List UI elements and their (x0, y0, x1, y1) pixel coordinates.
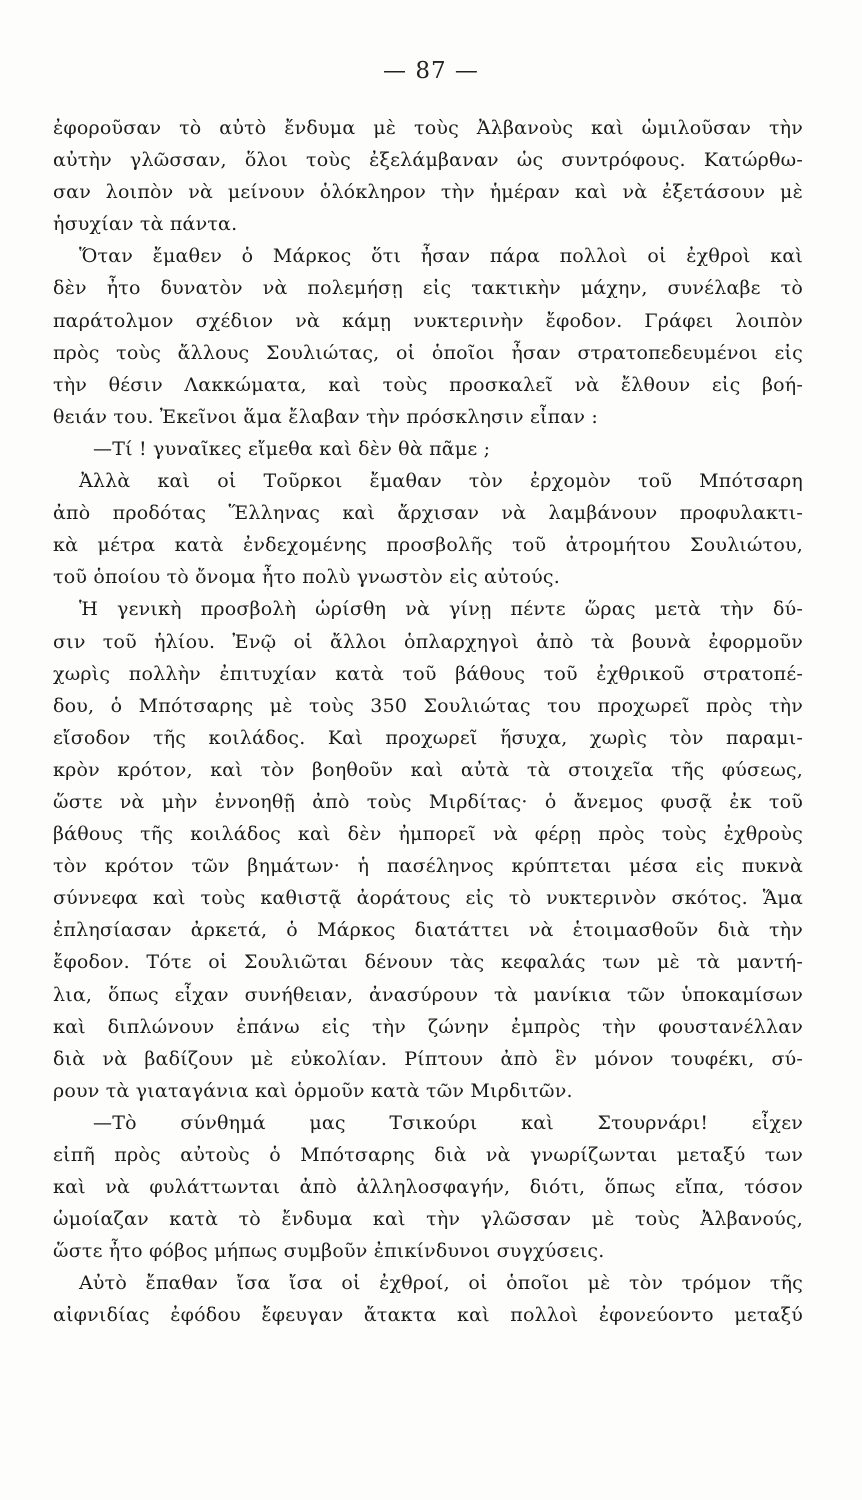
text-line: —Τί ! γυναῖκες εἴμεθα καὶ δὲν θὰ πᾶμε ; (93, 437, 491, 460)
text-line: ἐπλησίασαν ἀρκετά, ὁ Μάρκος διατάττει νὰ ἑτοιμασθοῦν διὰ τὴν (53, 919, 803, 942)
text-line: καὶ διπλώνουν ἐπάνω εἰς τὴν ζώνην ἐμπρὸς τὴν φουστανέλλαν (53, 1015, 803, 1038)
text-line: σιν τοῦ ἡλίου. Ἐνῷ οἱ ἄλλοι ὁπλαρχηγοὶ ἀπὸ τὰ βουνὰ ἐφορμοῦν (53, 630, 803, 653)
text-line: σύννεφα καὶ τοὺς καθιστᾷ ἀοράτους εἰς τὸ νυκτερινὸν σκότος. Ἅμα (53, 887, 803, 910)
text-line: ἐφοροῦσαν τὸ αὐτὸ ἔνδυμα μὲ τοὺς Ἀλβανοὺς καὶ ὡμιλοῦσαν τὴν (53, 117, 803, 139)
text-line: κὰ μέτρα κατὰ ἐνδεχομένης προσβολῆς τοῦ ἀτρομήτου Σουλιώτου, (53, 534, 803, 557)
page-number: — 87 — (383, 58, 479, 84)
text-line: Ἡ γενικὴ προσβολὴ ὡρίσθη νὰ γίνῃ πέντε ὥρας μετὰ τὴν δύ- (79, 598, 803, 621)
text-line: τὸν κρότον τῶν βημάτων· ἡ πασέληνος κρύπτεται μέσα εἰς πυκνὰ (53, 855, 803, 878)
text-line: κρὸν κρότον, καὶ τὸν βοηθοῦν καὶ αὐτὰ τὰ στοιχεῖα τῆς φύσεως, (53, 758, 803, 781)
text-line: χωρὶς πολλὴν ἐπιτυχίαν κατὰ τοῦ βάθους τοῦ ἐχθρικοῦ στρατοπέ- (53, 662, 803, 685)
text-line: εἰπῆ πρὸς αὐτοὺς ὁ Μπότσαρης διὰ νὰ γνωρίζωνται μεταξύ των (53, 1144, 803, 1166)
text-line: ἔφοδον. Τότε οἱ Σουλιῶται δένουν τὰς κεφαλάς των μὲ τὰ μαντή- (53, 951, 803, 974)
text-line: αὐτὴν γλῶσσαν, ὅλοι τοὺς ἐξελάμβαναν ὡς συντρόφους. Κατώρθω- (53, 149, 803, 172)
text-line: ὥστε ἦτο φόβος μήπως συμβοῦν ἐπικίνδυνοι συγχύσεις. (53, 1240, 605, 1263)
text-line: διὰ νὰ βαδίζουν μὲ εὐκολίαν. Ρίπτουν ἀπὸ ἓν μόνον τουφέκι, σύ- (53, 1047, 803, 1070)
text-line: βάθους τῆς κοιλάδος καὶ δὲν ἠμπορεῖ νὰ φέρῃ πρὸς τοὺς ἐχθροὺς (53, 823, 803, 846)
text-line: ὥστε νὰ μὴν ἐννοηθῇ ἀπὸ τοὺς Μιρδίτας· ὁ ἄνεμος φυσᾷ ἐκ τοῦ (53, 790, 803, 813)
text-line: —Τὸ σύνθημά μας Τσικούρι καὶ Στουρνάρι! εἶχεν (93, 1111, 803, 1134)
text-line: ρουν τὰ γιαταγάνια καὶ ὁρμοῦν κατὰ τῶν Μιρδιτῶν. (53, 1079, 573, 1102)
text-line: σαν λοιπὸν νὰ μείνουν ὁλόκληρον τὴν ἡμέραν καὶ νὰ ἐξετάσουν μὲ (53, 181, 803, 204)
text-line: λια, ὅπως εἶχαν συνήθειαν, ἀνασύρουν τὰ μανίκια τῶν ὑποκαμίσων (53, 983, 803, 1006)
text-line: Ἀλλὰ καὶ οἱ Τοῦρκοι ἔμαθαν τὸν ἐρχομὸν τοῦ Μπότσαρη (79, 470, 803, 493)
text-line: δὲν ἦτο δυνατὸν νὰ πολεμήσῃ εἰς τακτικὴν μάχην, συνέλαβε τὸ (53, 277, 803, 300)
text-line: τοῦ ὁποίου τὸ ὄνομα ἦτο πολὺ γνωστὸν εἰς αὐτούς. (53, 566, 560, 589)
text-line: Αὐτὸ ἔπαθαν ἴσα ἴσα οἱ ἐχθροί, οἱ ὁποῖοι μὲ τὸν τρόμον τῆς (79, 1272, 803, 1295)
text-line: ὡμοίαζαν κατὰ τὸ ἔνδυμα καὶ τὴν γλῶσσαν μὲ τοὺς Ἀλβανούς, (53, 1208, 803, 1231)
text-line: καὶ νὰ φυλάττωνται ἀπὸ ἀλληλοσφαγήν, διότι, ὅπως εἴπα, τόσον (53, 1176, 803, 1199)
text-line: ἡσυχίαν τὰ πάντα. (53, 213, 238, 236)
text-line: πρὸς τοὺς ἄλλους Σουλιώτας, οἱ ὁποῖοι ἦσαν στρατοπεδευμένοι εἰς (53, 341, 803, 364)
text-line: θειάν του. Ἐκεῖνοι ἅμα ἔλαβαν τὴν πρόσκλησιν εἶπαν : (53, 405, 598, 428)
text-line: αἰφνιδίας ἐφόδου ἔφευγαν ἄτακτα καὶ πολλοὶ ἐφονεύοντο μεταξύ (53, 1304, 803, 1327)
text-line: εἴσοδον τῆς κοιλάδος. Καὶ προχωρεῖ ἥσυχα, χωρὶς τὸν παραμι- (53, 726, 803, 749)
text-line: τὴν θέσιν Λακκώματα, καὶ τοὺς προσκαλεῖ νὰ ἔλθουν εἰς βοή- (53, 373, 803, 396)
text-line: παράτολμον σχέδιον νὰ κάμῃ νυκτερινὴν ἔφοδον. Γράφει λοιπὸν (53, 309, 803, 332)
text-line: δου, ὁ Μπότσαρης μὲ τοὺς 350 Σουλιώτας του προχωρεῖ πρὸς τὴν (53, 694, 803, 717)
body-text (53, 112, 803, 1332)
text-line: Ὅταν ἔμαθεν ὁ Μάρκος ὅτι ἦσαν πάρα πολλοὶ οἱ ἐχθροὶ καὶ (79, 245, 803, 268)
text-line: ἀπὸ προδότας Ἕλληνας καὶ ἄρχισαν νὰ λαμβάνουν προφυλακτι- (53, 502, 803, 525)
